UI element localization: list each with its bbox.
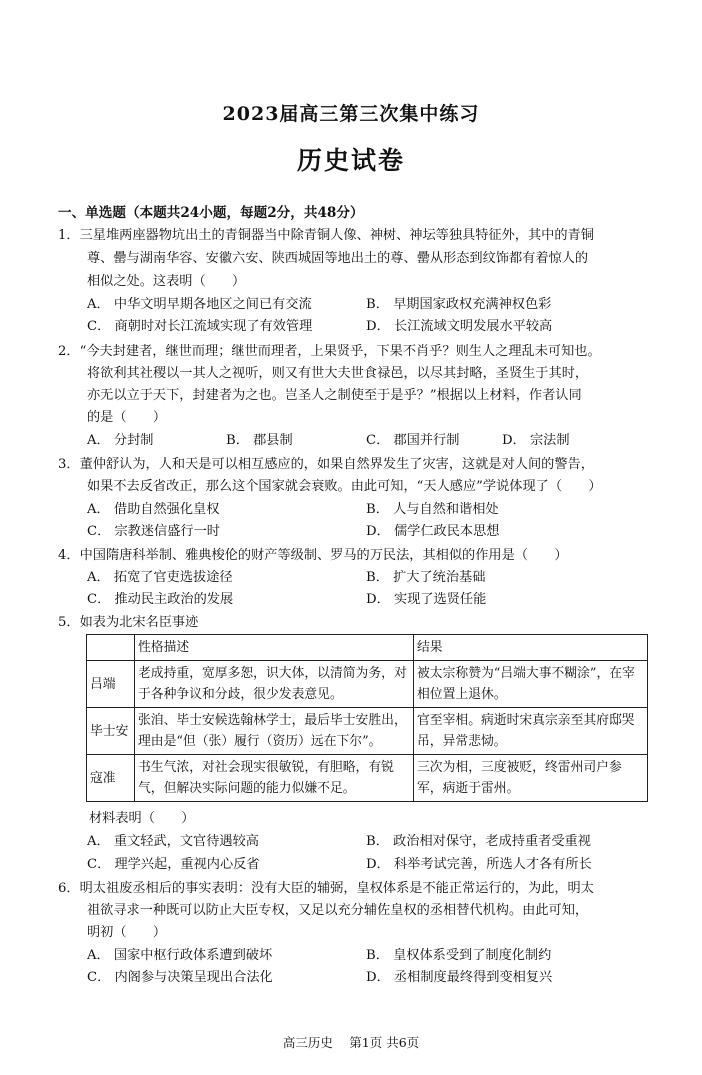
q2-option-d: D． 宗法制 <box>502 433 570 448</box>
q6-line-2: 祖欲寻求一种既可以防止大臣专权，又足以充分辅佐皇权的丞相替代机构。由此可知， <box>87 903 589 918</box>
q6-line-3: 明初（ ） <box>87 925 167 940</box>
q5-option-d: D． 科举考试完善，所选人才各有所长 <box>366 857 592 872</box>
q2-option-a: A． 分封制 <box>87 433 154 448</box>
table-row <box>87 755 648 802</box>
q3-option-d: D． 儒学仁政民本思想 <box>366 524 500 539</box>
q2-line-3: 亦无以立于天下，封建者为之也。岂圣人之制使至于是乎？”根据以上材料，作者认同 <box>87 388 582 403</box>
page-title: 2023届高三第三次集中练习 <box>222 103 480 125</box>
q1-option-b: B． 早期国家政权充满神权色彩 <box>366 297 552 312</box>
table-header-row <box>87 635 648 661</box>
page-subtitle: 历史试卷 <box>296 146 405 175</box>
table-cell-result: 三次为相，三度被贬，终雷州司户参军，病逝于雷州。 <box>414 755 648 802</box>
q1-line-1: 1．三星堆两座器物坑出土的青铜器当中除青铜人像、神树、神坛等独具特征外，其中的青铜 <box>58 228 594 243</box>
q2-line-1: 2．“今夫封建者，继世而理；继世而理者，上果贤乎，下果不肖乎？则生人之理乱未可知也。 <box>58 344 601 359</box>
q5-intro: 5．如表为北宋名臣事迹 <box>58 615 199 630</box>
table-header-cell: 性格描述 <box>135 635 414 661</box>
q6-line-1: 6．明太祖废丞相后的事实表明：没有大臣的辅弼，皇权体系是不能正常运行的，为此，明太 <box>58 881 594 896</box>
q6-option-b: B． 皇权体系受到了制度化制约 <box>366 948 552 963</box>
table-cell-desc: 老成持重，宽厚多恕，识大体，以清简为务，对于各种争议和分歧，很少发表意见。 <box>135 661 414 708</box>
table-header-cell: 结果 <box>414 635 648 661</box>
section-heading: 一、单选题（本题共24小题，每题2分，共48分） <box>58 205 364 221</box>
minister-table <box>86 634 648 802</box>
page-footer: 高三历史 第1页 共6页 <box>282 1035 420 1050</box>
q3-option-b: B． 人与自然和谐相处 <box>366 502 499 517</box>
q1-option-a: A． 中华文明早期各地区之间已有交流 <box>87 297 312 312</box>
q5-option-b: B． 政治相对保守，老成持重者受重视 <box>366 834 591 849</box>
q4-option-b: B． 扩大了统治基础 <box>366 570 486 585</box>
table-row <box>87 661 648 708</box>
q1-line-3: 相似之处。这表明（ ） <box>87 274 246 289</box>
q1-option-d: D． 长江流域文明发展水平较高 <box>366 319 553 334</box>
q3-line-1: 3．董仲舒认为，人和天是可以相互感应的，如果自然界发生了灾害，这就是对人间的警告， <box>58 457 594 472</box>
table-cell-name: 吕端 <box>87 661 135 708</box>
table-cell-desc: 张洎、毕士安候选翰林学士，最后毕士安胜出，理由是“但（张）履行（资历）远在下尔”。 <box>135 708 414 755</box>
table-header-cell <box>87 635 135 661</box>
table-cell-name: 寇准 <box>87 755 135 802</box>
table-cell-result: 被太宗称赞为“吕端大事不糊涂”，在宰相位置上退休。 <box>414 661 648 708</box>
q2-line-4: 的是（ ） <box>87 410 167 425</box>
q6-option-c: C． 内阁参与决策呈现出合法化 <box>87 970 273 985</box>
q2-option-c: C． 郡国并行制 <box>366 433 460 448</box>
q5-option-a: A． 重文轻武，文官待遇较高 <box>87 834 259 849</box>
table-cell-desc: 书生气浓，对社会现实很敏锐，有胆略，有锐气，但解决实际问题的能力似嫌不足。 <box>135 755 414 802</box>
q5-option-c: C． 理学兴起，重视内心反省 <box>87 857 260 872</box>
q6-option-a: A． 国家中枢行政体系遭到破坏 <box>87 948 273 963</box>
q4-option-c: C． 推动民主政治的发展 <box>87 592 234 607</box>
q3-option-c: C． 宗教迷信盛行一时 <box>87 524 220 539</box>
table-row <box>87 708 648 755</box>
q6-option-d: D． 丞相制度最终得到变相复兴 <box>366 970 553 985</box>
q4-line-1: 4．中国隋唐科举制、雅典梭伦的财产等级制、罗马的万民法，其相似的作用是（ ） <box>58 548 568 563</box>
q1-option-c: C． 商朝时对长江流域实现了有效管理 <box>87 319 313 334</box>
q4-option-a: A． 拓宽了官吏选拔途径 <box>87 570 233 585</box>
q4-option-d: D． 实现了选贤任能 <box>366 592 487 607</box>
q3-line-2: 如果不去反省改正，那么这个国家就会衰败。由此可知，“天人感应”学说体现了（ ） <box>87 479 602 494</box>
q2-line-2: 将欲利其社稷以一其人之视听，则又有世大夫世食禄邑，以尽其封略，圣贤生于其时， <box>87 366 589 381</box>
q3-option-a: A． 借助自然强化皇权 <box>87 502 220 517</box>
q5-stem: 材料表明（ ） <box>89 811 195 826</box>
table-cell-result: 官至宰相。病逝时宋真宗亲至其府邸哭吊，异常悲恸。 <box>414 708 648 755</box>
q2-option-b: B． 郡县制 <box>226 433 293 448</box>
q1-line-2: 尊、罍与湖南华容、安徽六安、陕西城固等地出土的尊、罍从形态到纹饰都有着惊人的 <box>87 251 589 266</box>
table-cell-name: 毕士安 <box>87 708 135 755</box>
